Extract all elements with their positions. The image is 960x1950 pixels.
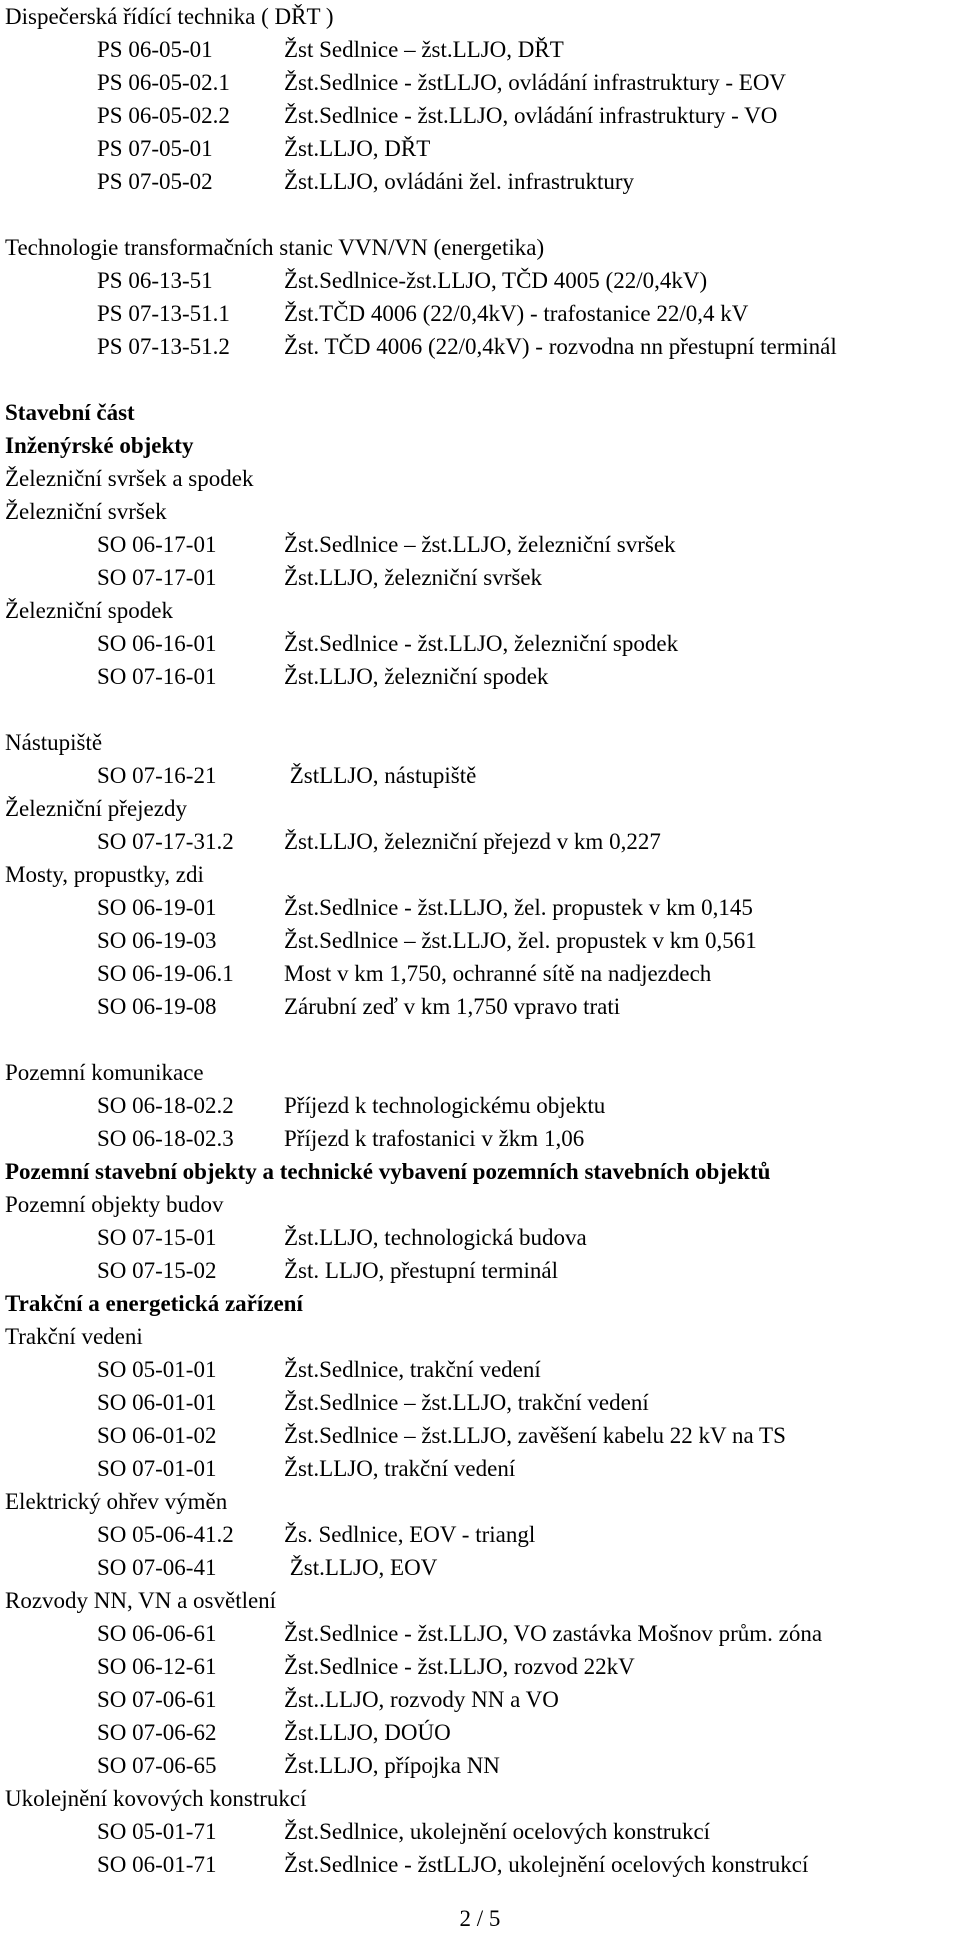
subsection-heading: Elektrický ohřev výměn [5,1489,228,1514]
object-description: Zárubní zeď v km 1,750 vpravo trati [284,994,621,1019]
list-item [5,33,955,66]
object-description: Žst.LLJO, železniční spodek [284,664,549,689]
object-code: SO 06-17-01 [97,532,217,557]
object-description: Žst.Sedlnice - žst.LLJO, ovládání infrastruktury - VO [284,103,778,128]
object-code: SO 07-06-62 [97,1720,217,1745]
object-description: Most v km 1,750, ochranné sítě na nadjezdech [284,961,712,986]
list-item [5,891,955,924]
object-code: SO 07-17-31.2 [97,829,234,854]
object-code: SO 07-16-01 [97,664,217,689]
object-description: Žst.Sedlnice-žst.LLJO, TČD 4005 (22/0,4kV) [284,268,708,293]
list-item [5,1122,955,1155]
object-code: SO 06-19-06.1 [97,961,234,986]
object-description: Žst. TČD 4006 (22/0,4kV) - rozvodna nn přestupní terminál [284,334,837,359]
object-description: Žst.Sedlnice – žst.LLJO, zavěšení kabelu 22 kV na TS [284,1423,786,1448]
subsection-heading: Dispečerská řídící technika ( DŘT ) [5,4,334,29]
subsection-heading: Železniční spodek [5,598,173,623]
object-description: Žst.LLJO, ovládáni žel. infrastruktury [284,169,635,194]
subsection-heading: Trakční vedeni [5,1324,143,1349]
list-item [5,990,955,1023]
subsection-heading: Nástupiště [5,730,103,755]
list-item [5,561,955,594]
object-code: PS 06-05-02.2 [97,103,230,128]
object-code: SO 06-19-01 [97,895,217,920]
subsection-heading: Mosty, propustky, zdi [5,862,204,887]
subsection-heading: Železniční svršek a spodek [5,466,254,491]
object-description: ŽstLLJO, nástupiště [284,763,477,788]
object-description: Žst.LLJO, železniční přejezd v km 0,227 [284,829,661,854]
object-description: Žst Sedlnice – žst.LLJO, DŘT [284,37,564,62]
object-code: SO 06-01-01 [97,1390,217,1415]
list-item [5,330,955,363]
object-description: Žst.LLJO, železniční svršek [284,565,543,590]
object-code: SO 07-15-02 [97,1258,217,1283]
list-item [5,1089,955,1122]
object-code: PS 07-05-01 [97,136,213,161]
object-code: SO 07-17-01 [97,565,217,590]
list-item [5,924,955,957]
list-item [5,1617,955,1650]
list-item [5,165,955,198]
object-description: Žst. LLJO, přestupní terminál [284,1258,559,1283]
object-description: Žst.LLJO, DŘT [284,136,431,161]
object-code: SO 07-06-65 [97,1753,217,1778]
object-code: SO 06-16-01 [97,631,217,656]
object-code: PS 07-05-02 [97,169,213,194]
object-code: SO 07-06-41 [97,1555,217,1580]
list-item [5,528,955,561]
object-description: Žst.TČD 4006 (22/0,4kV) - trafostanice 22/0,4 kV [284,301,749,326]
list-item [5,1518,955,1551]
list-item [5,1254,955,1287]
list-item [5,660,955,693]
object-description: Žst.Sedlnice, trakční vedení [284,1357,541,1382]
list-item [5,297,955,330]
object-code: SO 06-01-71 [97,1852,217,1877]
subsection-heading: Technologie transformačních stanic VVN/VN (energetika) [5,235,545,260]
subsection-heading: Pozemní objekty budov [5,1192,224,1217]
subsection-heading: Železniční svršek [5,499,167,524]
object-description: Žst.LLJO, technologická budova [284,1225,587,1250]
document-body [5,0,955,1881]
object-description: Žst.LLJO, přípojka NN [284,1753,500,1778]
object-code: SO 06-19-08 [97,994,217,1019]
list-item [5,1815,955,1848]
object-description: Žst.Sedlnice - žst.LLJO, VO zastávka Mošnov prům. zóna [284,1621,823,1646]
object-description: Žst.Sedlnice, ukolejnění ocelových konstrukcí [284,1819,711,1844]
section-heading: Trakční a energetická zařízení [5,1291,303,1316]
object-description: Příjezd k technologickému objektu [284,1093,606,1118]
object-description: Žst..LLJO, rozvody NN a VO [284,1687,559,1712]
object-description: Žst.Sedlnice - žst.LLJO, železniční spodek [284,631,679,656]
list-item [5,1683,955,1716]
list-item [5,1650,955,1683]
object-code: SO 05-01-01 [97,1357,217,1382]
list-item [5,957,955,990]
object-code: SO 06-01-02 [97,1423,217,1448]
object-description: Žst.Sedlnice – žst.LLJO, železniční svršek [284,532,676,557]
object-code: SO 05-06-41.2 [97,1522,234,1547]
list-item [5,1221,955,1254]
subsection-heading: Rozvody NN, VN a osvětlení [5,1588,277,1613]
list-item [5,66,955,99]
section-heading: Stavební část [5,400,135,425]
list-item [5,759,955,792]
object-code: PS 06-05-02.1 [97,70,230,95]
list-item [5,1386,955,1419]
object-code: SO 06-19-03 [97,928,217,953]
object-description: Příjezd k trafostanici v žkm 1,06 [284,1126,585,1151]
list-item [5,1848,955,1881]
subsection-heading: Ukolejnění kovových konstrukcí [5,1786,307,1811]
object-description: Žst.Sedlnice - žstLLJO, ukolejnění ocelových konstrukcí [284,1852,809,1877]
object-code: SO 06-18-02.2 [97,1093,234,1118]
list-item [5,264,955,297]
subsection-heading: Železniční přejezdy [5,796,187,821]
object-description: Žst.Sedlnice - žst.LLJO, žel. propustek v km 0,145 [284,895,753,920]
object-code: PS 06-05-01 [97,37,213,62]
object-description: Žst.LLJO, DOÚO [284,1720,451,1745]
object-code: PS 07-13-51.2 [97,334,230,359]
object-description: Žst.Sedlnice – žst.LLJO, trakční vedení [284,1390,649,1415]
object-code: SO 07-16-21 [97,763,217,788]
section-heading: Pozemní stavební objekty a technické vybavení pozemních stavebních objektů [5,1159,771,1184]
object-code: SO 06-18-02.3 [97,1126,234,1151]
list-item [5,1452,955,1485]
object-code: PS 06-13-51 [97,268,213,293]
list-item [5,627,955,660]
object-code: SO 07-15-01 [97,1225,217,1250]
object-code: SO 05-01-71 [97,1819,217,1844]
list-item [5,1716,955,1749]
object-description: Žst.LLJO, EOV [284,1555,438,1580]
object-description: Žst.Sedlnice - žst.LLJO, rozvod 22kV [284,1654,635,1679]
list-item [5,132,955,165]
list-item [5,825,955,858]
list-item [5,1353,955,1386]
object-code: SO 07-06-61 [97,1687,217,1712]
list-item [5,99,955,132]
object-description: Žst.LLJO, trakční vedení [284,1456,516,1481]
list-item [5,1749,955,1782]
object-description: Žst.Sedlnice - žstLLJO, ovládání infrastruktury - EOV [284,70,787,95]
object-code: PS 07-13-51.1 [97,301,230,326]
object-code: SO 06-06-61 [97,1621,217,1646]
object-description: Žs. Sedlnice, EOV - triangl [284,1522,536,1547]
page-number: 2 / 5 [459,1906,501,1931]
object-code: SO 06-12-61 [97,1654,217,1679]
object-code: SO 07-01-01 [97,1456,217,1481]
subsection-heading: Pozemní komunikace [5,1060,204,1085]
object-description: Žst.Sedlnice – žst.LLJO, žel. propustek v km 0,561 [284,928,757,953]
list-item [5,1419,955,1452]
section-heading: Inženýrské objekty [5,433,194,458]
list-item [5,1551,955,1584]
